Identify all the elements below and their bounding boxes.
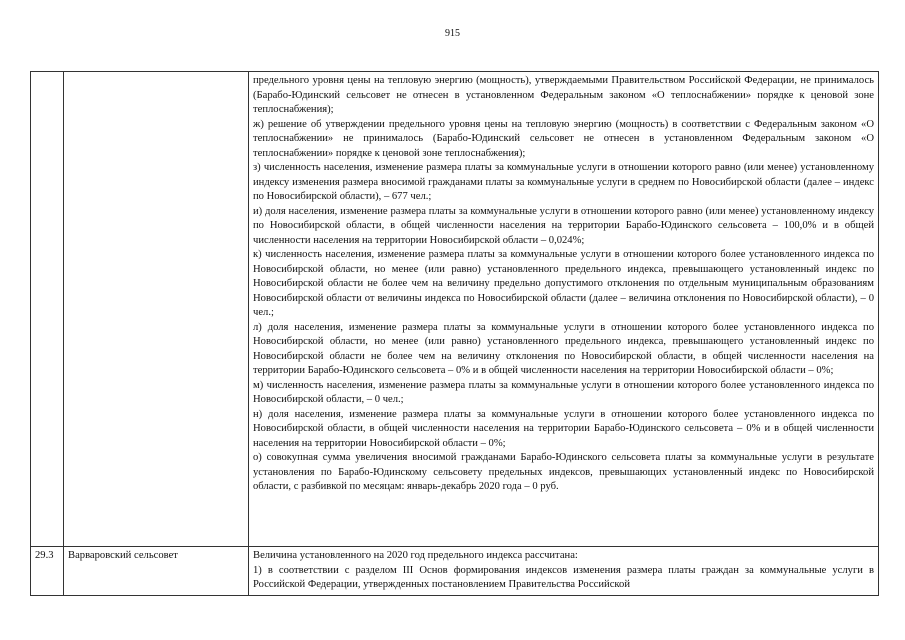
row-name-cell: Варваровский сельсовет: [64, 547, 249, 596]
paragraph: м) численность населения, изменение размера платы за коммунальные услуги в отношении которого более установленного индекса по Новосибирской области, – 0 чел.;: [253, 379, 874, 405]
paragraph: з) численность населения, изменение размера платы за коммунальные услуги в отношении которого равно (или менее) установленному индексу изменения размера вносимой гражданами платы за коммунальные услуги в среднем по Новосибирской области (далее – индекс по Новосибирской области), – 677 чел.;: [253, 162, 874, 202]
row-number-cell: 29.3: [31, 547, 64, 596]
paragraph: о) совокупная сумма увеличения вносимой гражданами Барабо-Юдинского сельсовета платы за коммунальные услуги в результате установления по Барабо-Юдинскому сельсовету предельных индексов, превышающих установленный индекс по Новосибирской области, с разбивкой по месяцам: январь-декабрь 2020 года – 0 руб.: [253, 452, 874, 492]
row-number-cell: [31, 72, 64, 547]
document-table: [30, 71, 879, 596]
row-name-cell: [64, 72, 249, 547]
table-row: [31, 547, 879, 596]
paragraph: ж) решение об утверждении предельного уровня цены на тепловую энергию (мощность) в соответствии с Федеральным законом «О теплоснабжении» не принималось (Барабо-Юдинский сельсовет не отнесен в установленном Федеральным законом «О теплоснабжении» порядке к ценовой зоне теплоснабжения);: [253, 118, 874, 159]
paragraph: л) доля населения, изменение размера платы за коммунальные услуги в отношении которого более установленного индекса по Новосибирской области, но менее (или равно) установленного предельного индекса, превышающего установленный индекс по Новосибирской области не более чем на величину отклонения по Новосибирской области, в общей численности населения на территории Барабо-Юдинского сельсовета – 0% и в общей численности населения на территории Новосибирской области – 0%;: [253, 321, 874, 376]
page-number: 915: [445, 28, 460, 39]
paragraph: Величина установленного на 2020 год предельного индекса рассчитана:: [253, 550, 578, 561]
paragraph: и) доля населения, изменение размера платы за коммунальные услуги в отношении которого равно (или менее) установленному индексу по Новосибирской области, в общей численности населения на территории Барабо-Юдинского сельсовета – 100,0% и в общей численности населения на территории Новосибирской области – 0,024%;: [253, 205, 874, 246]
table-row: [31, 72, 879, 547]
paragraph: 1) в соответствии с разделом III Основ формирования индексов изменения размера платы граждан за коммунальные услуги в Российской Федерации, утвержденных постановлением Правительства Российской: [253, 564, 874, 590]
paragraph: н) доля населения, изменение размера платы за коммунальные услуги в отношении которого более установленного индекса по Новосибирской области, в общей численности населения на территории Барабо-Юдинского сельсовета – 0% и в общей численности населения на территории Новосибирской области – 0%;: [253, 408, 874, 449]
paragraph: предельного уровня цены на тепловую энергию (мощность), утверждаемыми Правительством Российской Федерации, не принималось (Барабо-Юдинский сельсовет не отнесен в установленном Федеральным законом «О теплоснабжении» порядке к ценовой зоне теплоснабжения);: [253, 75, 874, 115]
row-text-cell: [249, 547, 879, 596]
row-text-cell: [249, 72, 879, 547]
paragraph: к) численность населения, изменение размера платы за коммунальные услуги в отношении которого более установленного индекса по Новосибирской области, но менее (или равно) установленного предельного индекса, превышающего установленный индекс по Новосибирской области не более чем на величину предельно допустимого отклонения по отдельным муниципальным образованиям Новосибирской области от величины индекса по Новосибирской области (далее – величина отклонения по Новосибирской области), – 0 чел.;: [253, 249, 874, 318]
